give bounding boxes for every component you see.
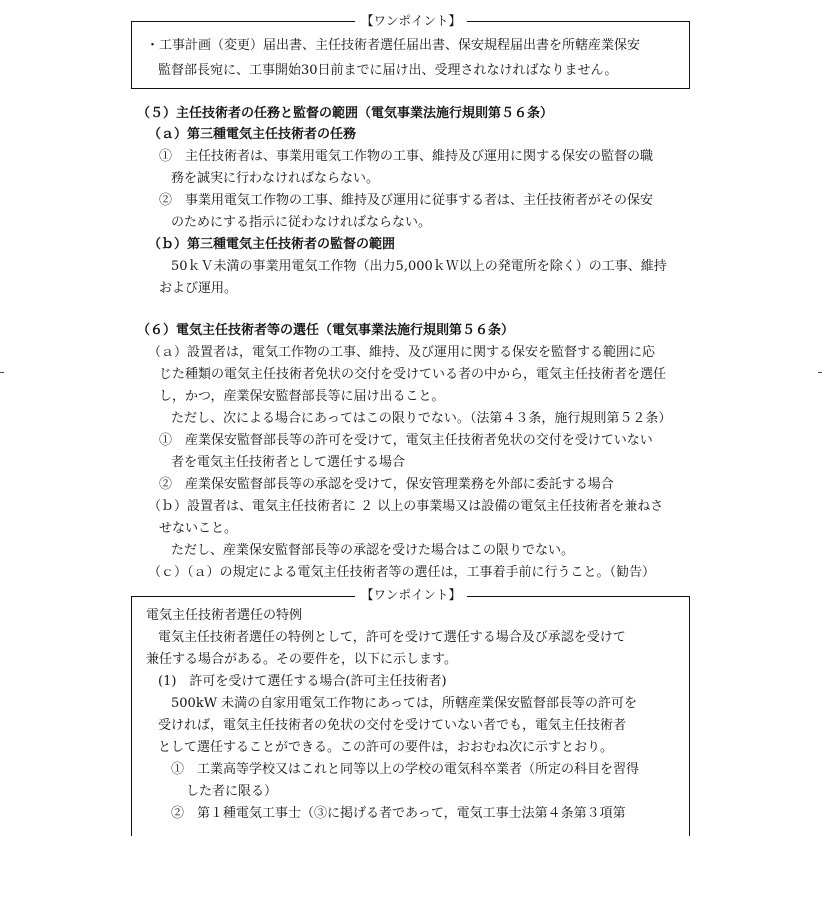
- section5-a-item2-line2: のためにする指示に従わなければならない。: [171, 215, 432, 230]
- section5-sub-b: （ｂ）第三種電気主任技術者の監督の範囲: [148, 237, 396, 252]
- section6-a-line4: ただし、次による場合にあってはこの限りでない。（法第４３条，施行規則第５２条）: [171, 411, 672, 426]
- box1-line-1: ・工事計画（変更）届出書、主任技術者選任届出書、保安規程届出書を所轄産業保安: [146, 38, 641, 53]
- section6-a-line5: ① 産業保安監督部長等の許可を受けて，電気主任技術者免状の交付を受けていない: [159, 433, 653, 448]
- crop-mark-right: [818, 372, 822, 373]
- section6-a-line3: し，かつ，産業保安監督部長等に届け出ること。: [159, 389, 445, 404]
- section5-b-line2: および運用。: [159, 281, 238, 296]
- section5-a-item1-line1: ① 主任技術者は、事業用電気工作物の工事、維持及び運用に関する保安の監督の職: [159, 149, 654, 164]
- section6-a-line1: （ａ）設置者は，電気工作物の工事、維持、及び運用に関する保安を監督する範囲に応: [148, 345, 656, 360]
- box2-line-2: 電気主任技術者選任の特例として，許可を受けて選任する場合及び承認を受けて: [158, 630, 626, 645]
- section6-a-line6: 者を電気主任技術者として選任する場合: [171, 455, 406, 470]
- onepoint-box-2-title: 【ワンポイント】: [355, 587, 467, 603]
- section5-heading: （５）主任技術者の任務と監督の範囲（電気事業法施行規則第５６条）: [137, 106, 554, 121]
- box2-line-4: (1) 許可を受けて選任する場合(許可主任技術者): [158, 674, 447, 689]
- section5-a-item1-line2: 務を誠実に行わなければならない。: [171, 171, 380, 186]
- section5-a-item2-line1: ② 事業用電気工作物の工事、維持及び運用に従事する者は、主任技術者がその保安: [159, 193, 654, 208]
- box2-line-9: した者に限る）: [186, 784, 278, 799]
- onepoint-box-1-title: 【ワンポイント】: [355, 13, 467, 29]
- section6-b-line2: せないこと。: [159, 521, 238, 536]
- section6-b-line3: ただし、産業保安監督部長等の承認を受けた場合はこの限りでない。: [171, 543, 575, 558]
- section6-heading: （６）電気主任技術者等の選任（電気事業法施行規則第５６条）: [137, 323, 515, 338]
- box1-line-2: 監督部長宛に、工事開始30日前までに届け出、受理されなければなりません。: [158, 63, 618, 78]
- box2-line-7: として選任することができる。この許可の要件は，おおむね次に示すとおり。: [158, 740, 614, 755]
- box2-line-8: ① 工業高等学校又はこれと同等以上の学校の電気科卒業者（所定の科目を習得: [171, 762, 640, 777]
- box2-line-5: 500kW 未満の自家用電気工作物にあっては，所轄産業保安監督部長等の許可を: [171, 696, 638, 711]
- section6-a-line2: じた種類の電気主任技術者免状の交付を受けている者の中から，電気主任技術者を選任: [159, 367, 667, 382]
- box2-line-6: 受ければ，電気主任技術者の免状の交付を受けていない者でも，電気主任技術者: [158, 718, 627, 733]
- box2-line-10: ② 第１種電気工事士（③に掲げる者であって，電気工事士法第４条第３項第: [171, 806, 626, 821]
- section6-b-line1: （ｂ）設置者は、電気主任技術者に ２ 以上の事業場又は設備の電気主任技術者を兼ねさ: [148, 499, 664, 514]
- section5-sub-a: （ａ）第三種電気主任技術者の任務: [148, 127, 357, 142]
- section6-c-line: （ｃ）（ａ）の規定による電気主任技術者等の選任は，工事着手前に行うこと。（勧告）: [148, 565, 656, 580]
- box2-line-3: 兼任する場合がある。その要件を，以下に示します。: [146, 652, 457, 667]
- crop-mark-left: [0, 372, 4, 373]
- section5-b-line1: 50ｋＶ未満の事業用電気工作物（出力5,000ｋＷ以上の発電所を除く）の工事、維持: [171, 259, 667, 274]
- box2-line-1: 電気主任技術者選任の特例: [146, 608, 303, 623]
- section6-a-line7: ② 産業保安監督部長等の承認を受けて，保安管理業務を外部に委託する場合: [159, 477, 614, 492]
